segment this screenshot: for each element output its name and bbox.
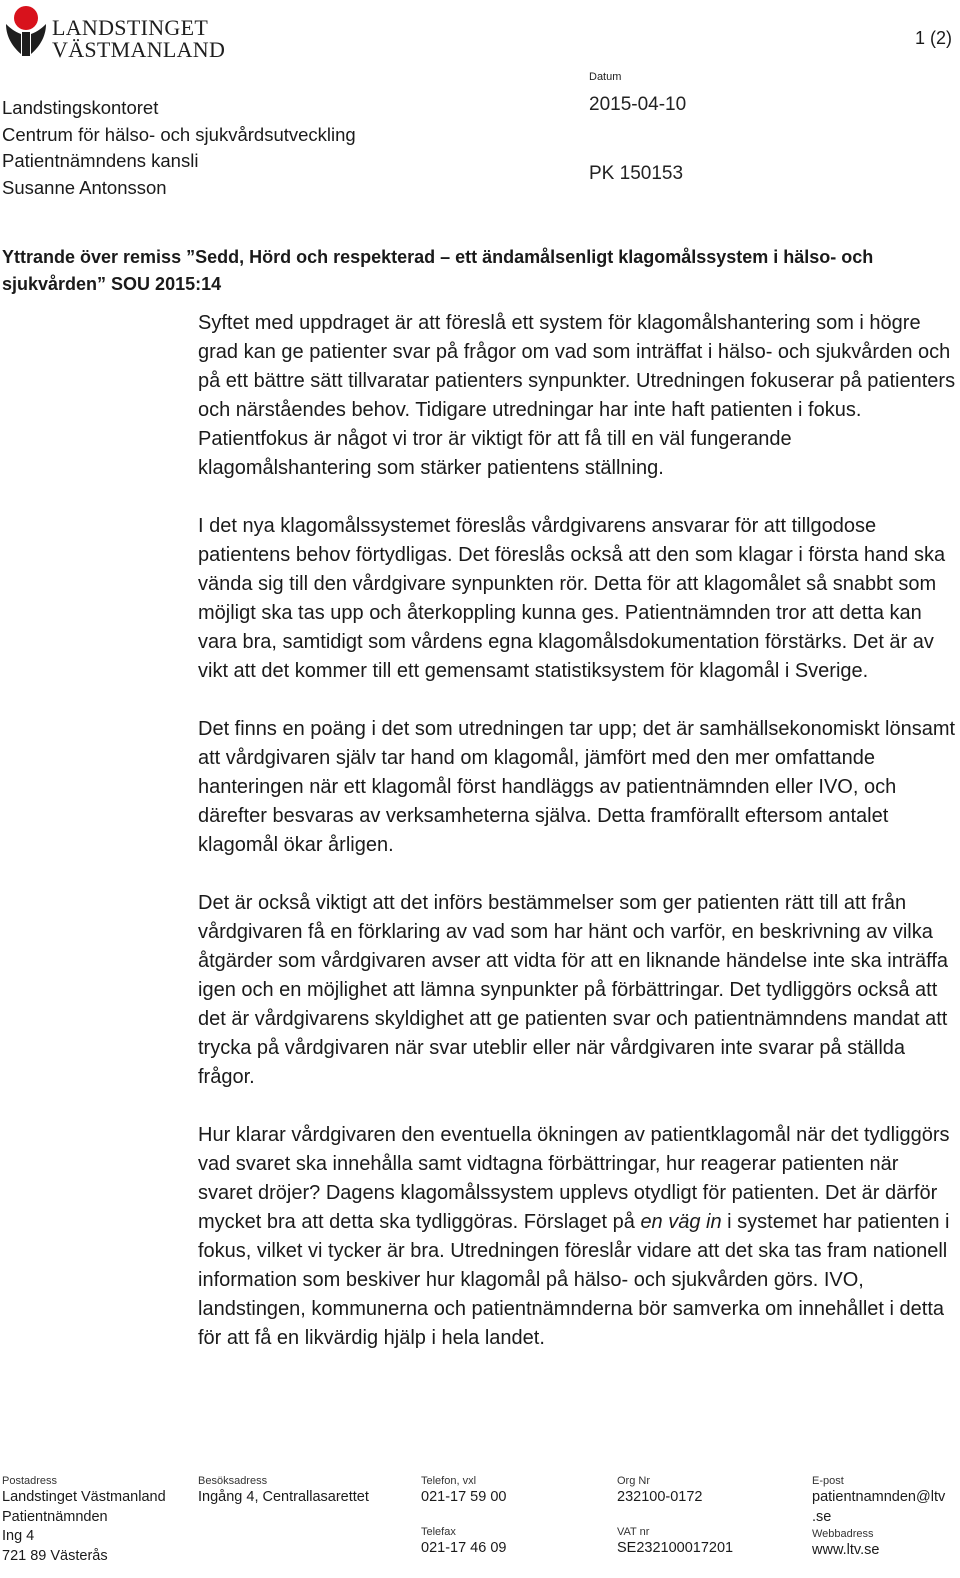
footer-besoksadress [198, 1474, 369, 1508]
body-paragraph: Syftet med uppdraget är att föreslå ett system för klagomålshantering som i högre grad kan ge patienter svar på frågor om vad som inträffat i hälso- och sjukvården och på ett bättre sätt tillvaratar patienters synpunkter. Utredningen fokuserar på patienters och närståendes behov. Tidigare utredningar har inte haft patienten i fokus. Patientfokus är något vi tror är viktigt för att få till en väl fungerande klagomålshantering som stärker patientens ställning. [198, 312, 956, 479]
footer-value: 232100-0172 [617, 1489, 703, 1505]
sender-office: Landstingskontoret [2, 97, 159, 118]
footer-label: Webbadress [812, 1528, 874, 1540]
sender-name: Susanne Antonsson [2, 176, 167, 198]
body-paragraph [198, 1121, 958, 1353]
footer-label: Postadress [2, 1475, 58, 1487]
footer-website-link[interactable]: www.ltv.se [812, 1542, 880, 1558]
footer-value: Patientnämnden [2, 1508, 108, 1525]
document-body [198, 309, 958, 1353]
footer-label: VAT nr [617, 1525, 650, 1538]
footer-label: Telefon, vxl [421, 1475, 477, 1487]
footer-label: Org Nr [617, 1475, 650, 1487]
footer-value: 021-17 46 09 [421, 1539, 507, 1556]
footer-orgnr [617, 1474, 733, 1558]
body-paragraph: I det nya klagomålssystemet föreslås vårdgivarens ansvarar för att tillgodose patientens behov förtydligas. Det föreslås också att den som klagar i första hand ska vända sig till den vårdgivare synpunkten rör. Detta för att klagomålet så snabbt som möjligt ska tas upp och återkoppling kunna ges. Patientnämnden tror att detta kan vara bra, samtidigt som vårdens egna klagomålsdokumentation förstärks. Det är av vikt att det kommer till ett gemensamt statistiksystem för klagomål i Sverige. [198, 515, 946, 682]
date-value: 2015-04-10 [589, 94, 687, 115]
sender-unit: Patientnämndens kansli [2, 150, 199, 171]
body-paragraph: Det är också viktigt att det införs bestämmelser som ger patienten rätt till att från vårdgivaren få en förklaring av vad som har hänt och varför, en beskrivning av vilka åtgärder som vårdgivaren avser att vidta för att en liknande händelse inte ska inträffa igen och en möjlighet att lämna synpunkter på förbättringar. Det tydliggörs också att det är vårdgivarens skyldighet att ge patienten svar och patientnämndens mandat att trycka på vårdgivaren när svar uteblir eller när vårdgivaren inte svarar på ställda frågor. [198, 892, 949, 1088]
footer-label: E-post [812, 1475, 844, 1487]
footer-postadress [2, 1474, 166, 1566]
reference-number: PK 150153 [589, 163, 684, 184]
logo-text-line2: VÄSTMANLAND [52, 37, 226, 62]
footer-value: Ingång 4, Centrallasarettet [198, 1489, 369, 1505]
footer-email[interactable]: patientnamnden@ltv [812, 1489, 946, 1505]
footer-value: Landstinget Västmanland [2, 1489, 166, 1505]
logo-emblem-icon [2, 4, 52, 60]
logo-text-line1: LANDSTINGET [52, 15, 209, 40]
body-text-segment: i systemet har patienten i fokus, vilket vi tycker är bra. Utredningen föreslår vidare att det ska tas fram nationell information som beskiver hur klagomål på hälso- och sjukvården görs. IVO, landstingen, kommunerna och patientnämnderna bör samverka om innehållet i detta för att få en likvärdig hjälp i hela landet. [198, 1211, 950, 1349]
date-label: Datum [589, 71, 622, 83]
footer-value: 021-17 59 00 [421, 1489, 507, 1505]
footer-label: Telefax [421, 1525, 456, 1538]
page-number: 1 (2) [914, 28, 952, 48]
footer-value: Ing 4 [2, 1528, 35, 1544]
body-text-segment: Hur klarar vårdgivaren den eventuella ökningen av patientklagomål när det tydliggörs vad svaret ska innehålla samt vidtagna förbättringar, hur reagerar patienten när svaret dröjer? Dagens klagomålssystem upplevs otydligt för patienten. Det är därför mycket bra att detta ska tydliggöras. Förslaget på [198, 1124, 950, 1233]
body-text-emphasis: en väg in [640, 1211, 722, 1233]
footer-contact [812, 1474, 945, 1561]
sender-block [2, 95, 356, 201]
landstinget-logo [2, 4, 226, 62]
footer-telefon [421, 1474, 506, 1558]
document-title: Yttrande över remiss ”Sedd, Hörd och respekterad – ett ändamålsenligt klagomålssystem i hälso- och sjukvården” SOU 2015:14 [2, 247, 874, 294]
footer-value: SE232100017201 [617, 1539, 734, 1556]
footer-label: Besöksadress [198, 1475, 268, 1487]
sender-department: Centrum för hälso- och sjukvårdsutveckling [2, 123, 356, 145]
body-paragraph: Det finns en poäng i det som utredningen tar upp; det är samhällsekonomiskt lönsamt att vårdgivaren själv tar hand om klagomål, jämfört med den mer omfattande hanteringen när ett klagomål först handläggs av patientnämnden eller IVO, och därefter besvaras av verksamheterna själva. Detta framförallt eftersom antalet klagomål ökar årligen. [198, 718, 956, 856]
footer-value: 721 89 Västerås [2, 1547, 108, 1564]
footer-email-continued[interactable]: .se [812, 1508, 832, 1525]
